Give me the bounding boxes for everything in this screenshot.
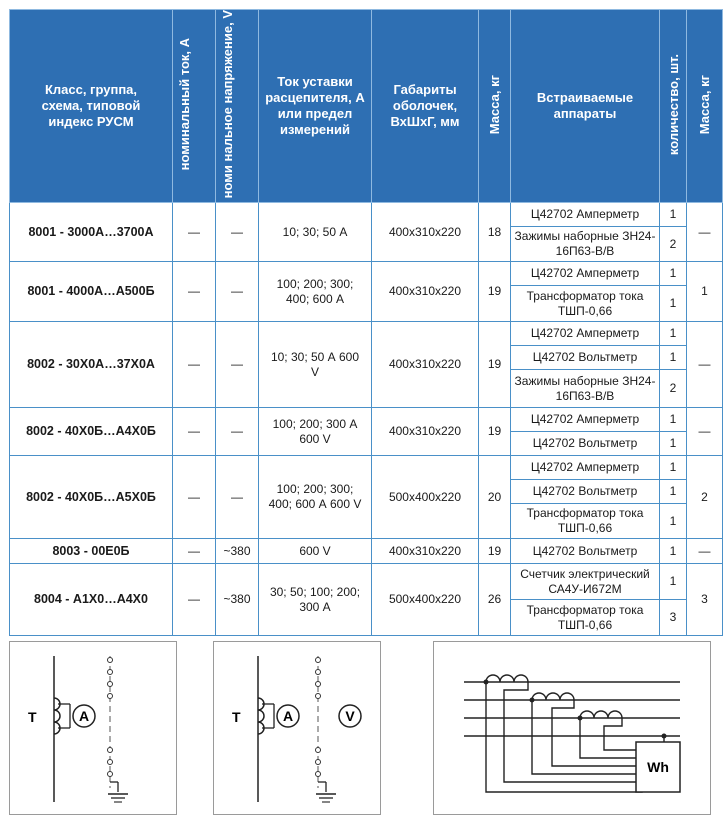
row-mass2: — (687, 539, 723, 564)
row-device: Ц42702 Вольтметр (511, 432, 660, 456)
row-quantity: 1 (660, 286, 687, 322)
row-class: 8002 - 40Х0Б…А4Х0Б (10, 408, 173, 456)
row-quantity: 1 (660, 432, 687, 456)
row-nominal-current: — (173, 203, 216, 262)
row-nominal-current: — (173, 456, 216, 539)
row-quantity: 1 (660, 346, 687, 370)
header-dimensions: Габариты оболочек, ВхШхГ, мм (372, 10, 479, 203)
row-device: Трансформатор тока ТШП-0,66 (511, 504, 660, 539)
row-setting-current: 100; 200; 300 А 600 V (259, 408, 372, 456)
row-device: Счетчик электрический СА4У-И672М (511, 564, 660, 600)
row-nominal-voltage: — (216, 408, 259, 456)
row-nominal-voltage: — (216, 203, 259, 262)
svg-text:T: T (28, 709, 37, 725)
row-class: 8001 - 4000А…А500Б (10, 262, 173, 322)
row-device: Ц42702 Амперметр (511, 322, 660, 346)
row-quantity: 1 (660, 504, 687, 539)
row-nominal-voltage: — (216, 262, 259, 322)
row-nominal-current: — (173, 408, 216, 456)
diagram-ammeter (9, 641, 177, 815)
row-device: Ц42702 Амперметр (511, 262, 660, 286)
row-class: 8003 - 00Е0Б (10, 539, 173, 564)
header-mass: Масса, кг (479, 10, 511, 203)
row-mass: 18 (479, 203, 511, 262)
row-quantity: 1 (660, 539, 687, 564)
row-mass2: — (687, 203, 723, 262)
row-mass: 19 (479, 322, 511, 408)
svg-text:A: A (282, 708, 294, 724)
diagram-energy-meter (433, 641, 711, 815)
row-nominal-current: — (173, 564, 216, 636)
row-mass: 19 (479, 408, 511, 456)
row-mass: 19 (479, 539, 511, 564)
header-mass2: Масса, кг (687, 10, 723, 203)
svg-text:Wh: Wh (647, 759, 669, 775)
row-nominal-current: — (173, 262, 216, 322)
row-setting-current: 30; 50; 100; 200; 300 А (259, 564, 372, 636)
row-setting-current: 600 V (259, 539, 372, 564)
row-mass2: 1 (687, 262, 723, 322)
row-setting-current: 10; 30; 50 А 600 V (259, 322, 372, 408)
row-device: Трансформатор тока ТШП-0,66 (511, 600, 660, 636)
header-quantity: количество, шт. (660, 10, 687, 203)
row-quantity: 1 (660, 322, 687, 346)
header-setting-current: Ток уставки расцепителя, А или предел измерений (259, 10, 372, 203)
row-quantity: 1 (660, 564, 687, 600)
row-class: 8001 - 3000А…3700А (10, 203, 173, 262)
row-mass2: — (687, 322, 723, 408)
spec-table (9, 9, 723, 636)
table-body (10, 203, 723, 636)
row-setting-current: 100; 200; 300; 400; 600 А 600 V (259, 456, 372, 539)
row-nominal-voltage: ~380 (216, 539, 259, 564)
row-dimensions: 500x400x220 (372, 456, 479, 539)
row-dimensions: 400x310x220 (372, 539, 479, 564)
row-quantity: 2 (660, 227, 687, 262)
row-dimensions: 500x400x220 (372, 564, 479, 636)
row-class: 8002 - 30Х0А…37Х0А (10, 322, 173, 408)
row-mass: 19 (479, 262, 511, 322)
svg-text:V: V (345, 708, 355, 724)
row-mass2: — (687, 408, 723, 456)
row-device: Ц42702 Вольтметр (511, 480, 660, 504)
row-device: Ц42702 Вольтметр (511, 539, 660, 564)
row-quantity: 2 (660, 370, 687, 408)
row-device: Ц42702 Амперметр (511, 456, 660, 480)
row-quantity: 1 (660, 480, 687, 504)
header-devices: Встраиваемые аппараты (511, 10, 660, 203)
energy-meter-schematic (434, 642, 710, 814)
row-quantity: 3 (660, 600, 687, 636)
header-class: Класс, группа, схема, типовой индекс РУСМ (10, 10, 173, 203)
row-device: Трансформатор тока ТШП-0,66 (511, 286, 660, 322)
table-row (10, 262, 723, 286)
row-quantity: 1 (660, 408, 687, 432)
row-mass2: 2 (687, 456, 723, 539)
table-row (10, 539, 723, 564)
table-row (10, 203, 723, 227)
header-nominal-current: номинальный ток, А (173, 10, 216, 203)
header-nominal-voltage: номи нальное напряжение, V (216, 10, 259, 203)
table-row (10, 456, 723, 480)
row-mass2: 3 (687, 564, 723, 636)
row-nominal-voltage: — (216, 456, 259, 539)
row-dimensions: 400x310x220 (372, 262, 479, 322)
row-quantity: 1 (660, 262, 687, 286)
row-nominal-current: — (173, 322, 216, 408)
header-row (10, 10, 723, 203)
row-device: Ц42702 Амперметр (511, 408, 660, 432)
row-device: Ц42702 Вольтметр (511, 346, 660, 370)
row-dimensions: 400x310x220 (372, 322, 479, 408)
row-dimensions: 400x310x220 (372, 203, 479, 262)
ammeter-voltmeter-schematic (214, 642, 380, 814)
row-nominal-current: — (173, 539, 216, 564)
svg-text:A: A (78, 708, 90, 724)
table-row (10, 322, 723, 346)
table-row (10, 564, 723, 600)
row-device: Ц42702 Амперметр (511, 203, 660, 227)
row-dimensions: 400x310x220 (372, 408, 479, 456)
row-class: 8004 - А1Х0…А4Х0 (10, 564, 173, 636)
table-row (10, 408, 723, 432)
row-setting-current: 100; 200; 300; 400; 600 А (259, 262, 372, 322)
row-mass: 26 (479, 564, 511, 636)
row-device: Зажимы наборные ЗН24-16П63-В/В (511, 227, 660, 262)
row-setting-current: 10; 30; 50 А (259, 203, 372, 262)
row-quantity: 1 (660, 456, 687, 480)
row-mass: 20 (479, 456, 511, 539)
row-nominal-voltage: ~380 (216, 564, 259, 636)
row-class: 8002 - 40Х0Б…А5Х0Б (10, 456, 173, 539)
ammeter-schematic (10, 642, 176, 814)
row-device: Зажимы наборные ЗН24-16П63-В/В (511, 370, 660, 408)
diagram-ammeter-voltmeter (213, 641, 381, 815)
row-nominal-voltage: — (216, 322, 259, 408)
row-quantity: 1 (660, 203, 687, 227)
svg-text:T: T (232, 709, 241, 725)
